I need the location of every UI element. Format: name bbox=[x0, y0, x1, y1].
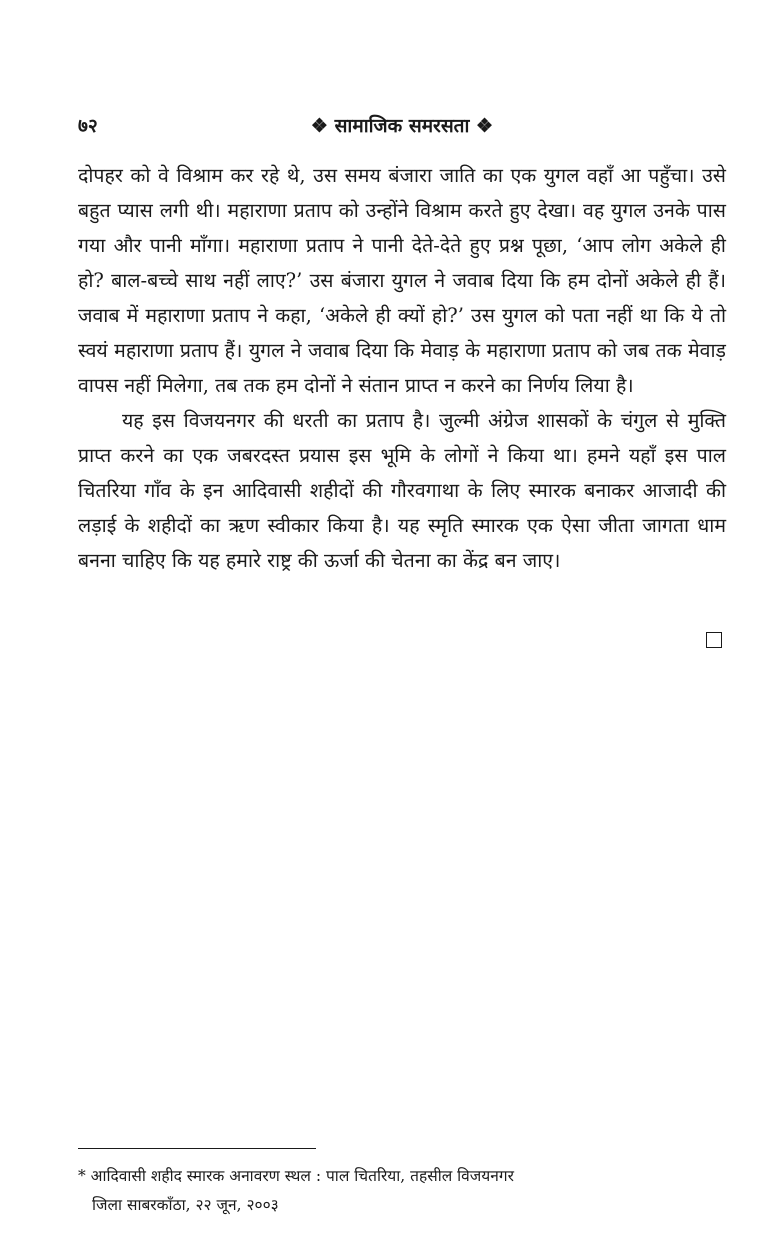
footnote-divider bbox=[78, 1148, 316, 1149]
footnote-line-1: * आदिवासी शहीद स्मारक अनावरण स्थल : पाल चितरिया, तहसील विजयनगर bbox=[78, 1167, 514, 1185]
end-of-section-square-icon bbox=[706, 632, 722, 648]
running-title: ❖ सामाजिक समरसता ❖ bbox=[310, 115, 494, 137]
body-text bbox=[78, 158, 726, 578]
page-number: ७२ bbox=[78, 115, 98, 137]
footnote-line-2: जिला साबरकाँठा, २२ जून, २००३ bbox=[92, 1196, 279, 1214]
paragraph-2: यह इस विजयनगर की धरती का प्रताप है। जुल्मी अंग्रेज शासकों के चंगुल से मुक्ति प्राप्त करने का एक जबरदस्त प्रयास इस भूमि के लोगों ने किया था। हमने यहाँ इस पाल चितरिया गाँव के इन आदिवासी शहीदों की गौरवगाथा के लिए स्मारक बनाकर आजादी की लड़ाई के शहीदों का ऋण स्वीकार किया है। यह स्मृति स्मारक एक ऐसा जीता जागता धाम बनना चाहिए कि यह हमारे राष्ट्र की ऊर्जा की चेतना का केंद्र बन जाए। bbox=[78, 409, 726, 572]
page-header bbox=[78, 112, 726, 142]
paragraph-1: दोपहर को वे विश्राम कर रहे थे, उस समय बंजारा जाति का एक युगल वहाँ आ पहुँचा। उसे बहुत प्यास लगी थी। महाराणा प्रताप को उन्होंने विश्राम करते हुए देखा। वह युगल उनके पास गया और पानी माँगा। महाराणा प्रताप ने पानी देते-देते हुए प्रश्न पूछा, ‘आप लोग अकेले ही हो? बाल-बच्चे साथ नहीं लाए?’ उस बंजारा युगल ने जवाब दिया कि हम दोनों अकेले ही हैं। जवाब में महाराणा प्रताप ने कहा, ‘अकेले ही क्यों हो?’ उस युगल को पता नहीं था कि ये तो स्वयं महाराणा प्रताप हैं। युगल ने जवाब दिया कि मेवाड़ के महाराणा प्रताप को जब तक मेवाड़ वापस नहीं मिलेगा, तब तक हम दोनों ने संतान प्राप्त न करने का निर्णय लिया है। bbox=[78, 164, 726, 397]
footnote bbox=[78, 1162, 726, 1220]
